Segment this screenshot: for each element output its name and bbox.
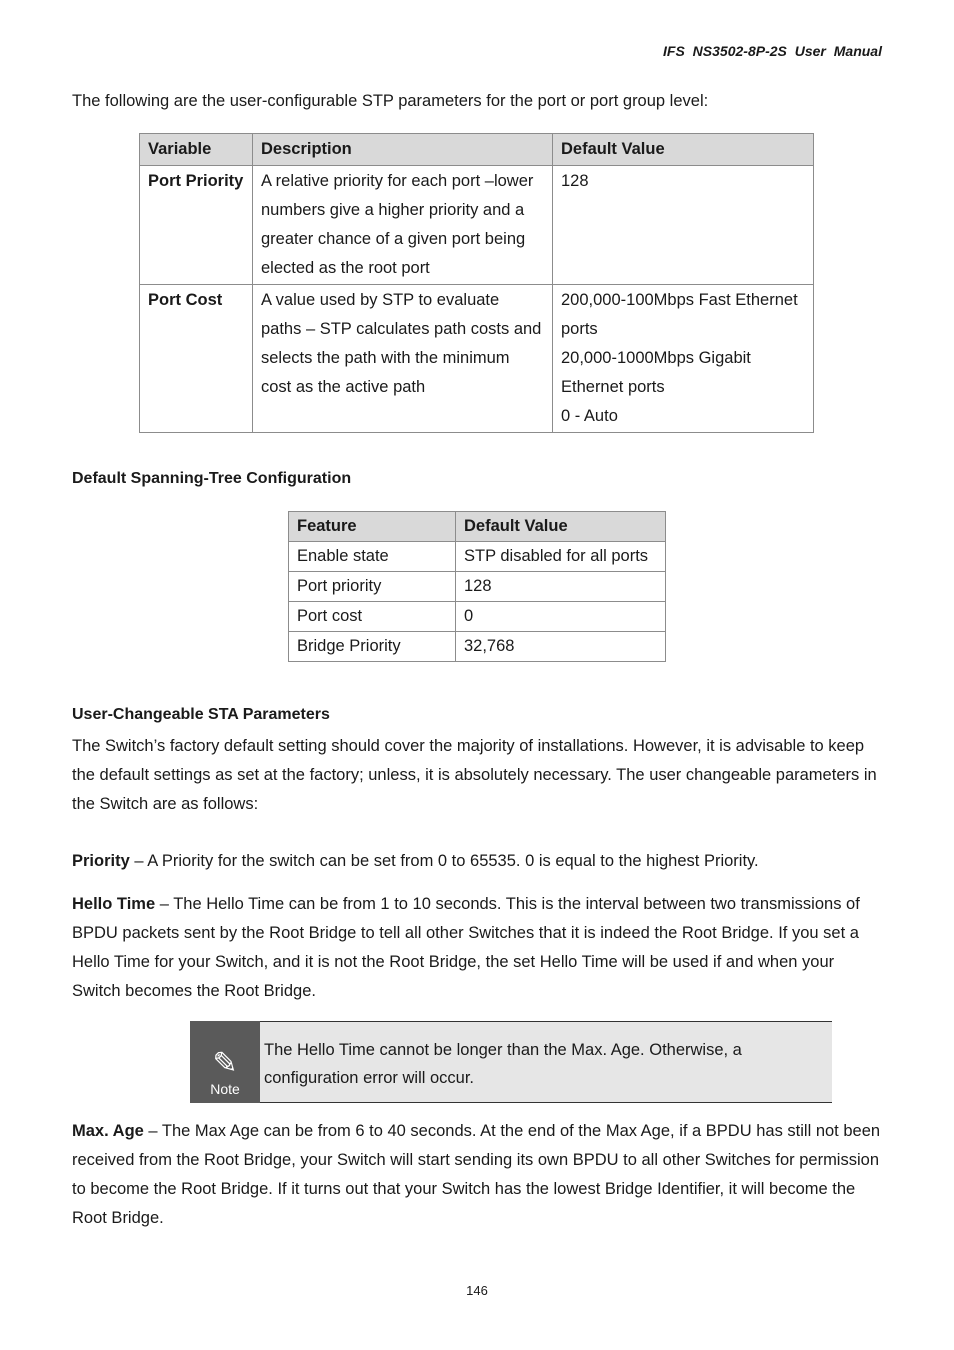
feature-cell: Enable state bbox=[289, 542, 456, 572]
table-row bbox=[140, 285, 814, 433]
table-header-row bbox=[140, 134, 814, 166]
stp-parameters-table bbox=[139, 133, 814, 433]
default-line: 128 bbox=[561, 172, 589, 190]
hello-time-paragraph bbox=[72, 890, 884, 1006]
priority-paragraph bbox=[72, 847, 884, 876]
intro-text: The following are the user-configurable STP parameters for the port or port group level: bbox=[72, 92, 709, 110]
user-params-intro: The Switch’s factory default setting should cover the majority of installations. However, it is advisable to keep the default settings as set at the factory; unless, it is absolutely necessary. The user changeable parameters in the Switch are as follows: bbox=[72, 737, 877, 813]
table-row bbox=[140, 166, 814, 285]
default-config-table bbox=[288, 511, 666, 662]
section-heading-default-config: Default Spanning-Tree Configuration bbox=[72, 470, 352, 487]
hello-time-text: – The Hello Time can be from 1 to 10 seconds. This is the interval between two transmissions of BPDU packets sent by the Root Bridge to tell all other Switches that it is indeed the Root Bridge. If you set a Hello Time for your Switch, and it is not the Root Bridge, the set Hello Time will be used if and when your Switch becomes the Root Bridge. bbox=[72, 895, 860, 1000]
table-row bbox=[289, 572, 666, 602]
page-header-title: IFS NS3502-8P-2S User Manual bbox=[663, 43, 882, 59]
column-header: Default Value bbox=[456, 512, 666, 542]
variable-cell: Port Cost bbox=[140, 285, 253, 433]
variable-cell: Port Priority bbox=[140, 166, 253, 285]
column-header: Description bbox=[253, 134, 553, 166]
hello-time-term: Hello Time bbox=[72, 895, 156, 913]
feature-cell: Port priority bbox=[289, 572, 456, 602]
note-icon-label: Note bbox=[210, 1081, 240, 1097]
max-age-paragraph bbox=[72, 1117, 884, 1233]
feature-cell: Bridge Priority bbox=[289, 632, 456, 662]
table-row bbox=[289, 542, 666, 572]
column-header: Default Value bbox=[553, 134, 814, 166]
column-header: Variable bbox=[140, 134, 253, 166]
priority-text: – A Priority for the switch can be set from 0 to 65535. 0 is equal to the highest Priority. bbox=[129, 852, 759, 870]
value-cell: 128 bbox=[456, 572, 666, 602]
max-age-text: – The Max Age can be from 6 to 40 seconds. At the end of the Max Age, if a BPDU has still not been received from the Root Bridge, your Switch will start sending its own BPDU to all other Switches for permission to become the Root Bridge. If it turns out that your Switch has the lowest Bridge Identifier, it will become the Root Bridge. bbox=[72, 1122, 881, 1227]
description-cell: A value used by STP to evaluate paths – STP calculates path costs and selects the path with the minimum cost as the active path bbox=[253, 285, 553, 433]
table-header-row bbox=[289, 512, 666, 542]
default-line: 0 - Auto bbox=[561, 407, 618, 425]
default-line: 20,000-1000Mbps Gigabit Ethernet ports bbox=[561, 349, 751, 396]
default-cell bbox=[553, 166, 814, 285]
note-box bbox=[190, 1021, 832, 1103]
value-cell: 0 bbox=[456, 602, 666, 632]
feature-cell: Port cost bbox=[289, 602, 456, 632]
max-age-term: Max. Age bbox=[72, 1122, 144, 1140]
column-header: Feature bbox=[289, 512, 456, 542]
note-text: The Hello Time cannot be longer than the Max. Age. Otherwise, a configuration error will occur. bbox=[260, 1021, 832, 1103]
notepad-pen-icon: ✎ bbox=[212, 1047, 238, 1080]
note-icon bbox=[190, 1021, 260, 1103]
description-cell: A relative priority for each port –lower numbers give a higher priority and a greater chance of a given port being elected as the root port bbox=[253, 166, 553, 285]
section-heading-user-params: User-Changeable STA Parameters bbox=[72, 706, 330, 723]
page-number: 146 bbox=[466, 1283, 488, 1298]
priority-term: Priority bbox=[72, 852, 130, 870]
default-line: 200,000-100Mbps Fast Ethernet ports bbox=[561, 291, 798, 338]
table-row bbox=[289, 602, 666, 632]
table-row bbox=[289, 632, 666, 662]
value-cell: STP disabled for all ports bbox=[456, 542, 666, 572]
default-cell bbox=[553, 285, 814, 433]
value-cell: 32,768 bbox=[456, 632, 666, 662]
